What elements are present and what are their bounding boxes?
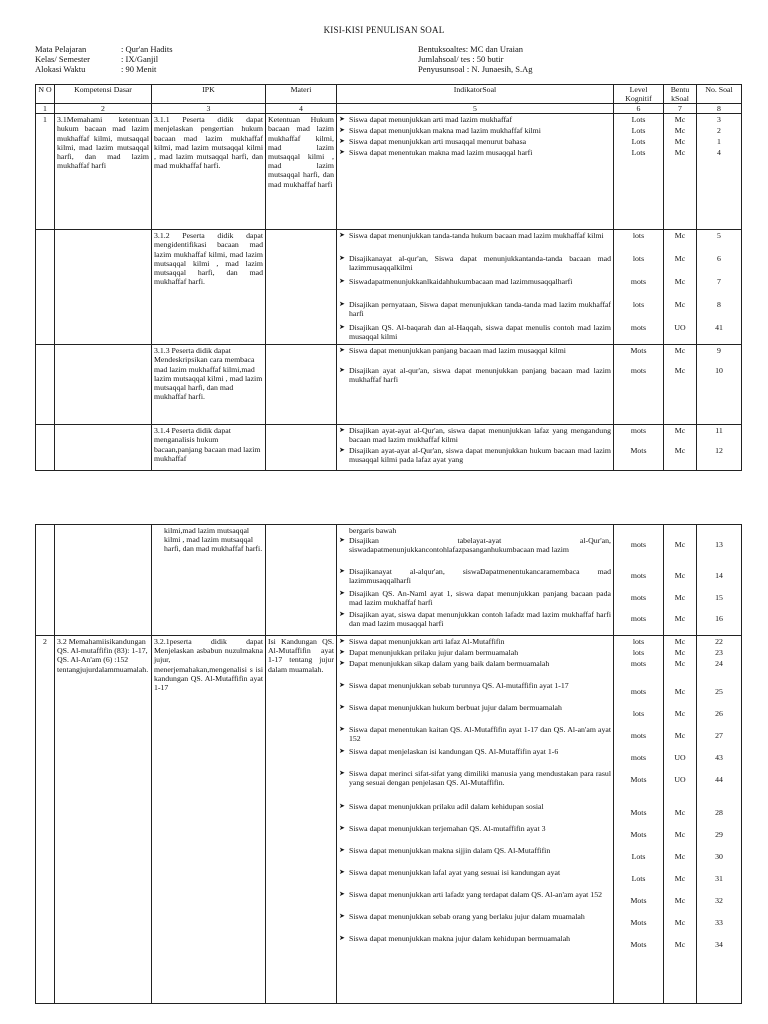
colnum: 5 [337, 104, 614, 114]
table-row [36, 525, 742, 636]
bentuk-value: Mc [674, 731, 686, 740]
level-value: mots [630, 277, 647, 287]
indikator-text: Dapat menunjukkan sikap dalam yang baik dalam bermuamalah [349, 659, 550, 668]
cell-materi [266, 345, 337, 425]
arrow-bullet-icon: ➤ [339, 648, 345, 656]
nosoal-value: 14 [715, 571, 723, 580]
ipk-text: kilmi,mad lazim mutsaqqal kilmi , mad lazim mutsaqqal harfi, dan mad mukhaffaf harfi. [164, 526, 263, 554]
arrow-bullet-icon: ➤ [339, 890, 345, 898]
document-page-2 [0, 506, 768, 1024]
table-row [36, 636, 742, 1004]
cell-no [36, 425, 55, 471]
level-value: mots [630, 571, 647, 580]
colnum: 4 [266, 104, 337, 114]
level-value: mots [630, 687, 647, 696]
cell-bentuk [664, 636, 697, 1004]
bentuk-value: Mc [674, 446, 686, 456]
arrow-bullet-icon: ➤ [339, 115, 345, 124]
arrow-bullet-icon: ➤ [339, 346, 345, 355]
bentuk-value: Mc [674, 277, 686, 287]
level-value: Mots [630, 775, 647, 784]
bentuk-value: Mc [674, 540, 686, 549]
nosoal-value: 16 [715, 614, 723, 623]
indikator-text: Siswa dapat menunjukkan makna sijjin dalam QS. Al-Mutaffifin [349, 846, 551, 855]
header-ipk: IPK [152, 85, 266, 104]
level-value: mots [630, 659, 647, 668]
nosoal-value: 23 [715, 648, 723, 657]
arrow-bullet-icon: ➤ [339, 254, 345, 263]
indikator-text: Siswa dapat menunjukkan prilaku adil dalam kehidupan sosial [349, 802, 544, 811]
level-value: lots [632, 637, 645, 646]
cell-no [36, 345, 55, 425]
indikator-text: Siswa dapat merinci sifat-sifat yang dimiliki manusia yang mendustakan para rasul yang sesuai dengan penjelasan QS. Al-Mutaffifin. [349, 769, 611, 788]
arrow-bullet-icon: ➤ [339, 148, 345, 157]
nosoal-value: 10 [715, 366, 723, 376]
nosoal-value: 22 [715, 637, 723, 646]
header-no: N O [36, 85, 55, 104]
meta-line: Jumlahsoal/ tes : 50 butir [418, 54, 504, 64]
level-value: lots [632, 648, 645, 657]
cell-materi [266, 425, 337, 471]
cell-indikator [337, 636, 614, 1004]
cell-ipk: 3.1.4 Peserta didik dapat menganalisis hukum bacaan,panjang bacaan mad lazim mukhaffaf [152, 425, 266, 471]
header-bentuk: Bentu kSoal [664, 85, 697, 104]
indikator-text: Siswa dapat menunjukkan arti lafaz Al-Mutaffifin [349, 637, 505, 646]
indikator-text: Siswa dapat menunjukkan arti musaqqal menurut bahasa [349, 137, 527, 147]
meta-value: : 90 Menit [121, 64, 157, 74]
bentuk-value: Mc [674, 426, 686, 436]
indikator-text: Disajikan tabelayat-ayat al-Qur'an, siswadapatmenunjukkancontohlafazpasanganhukumbacaan mad lazim [349, 536, 611, 555]
nosoal-value: 41 [715, 323, 723, 333]
level-value: mots [630, 614, 647, 623]
cell-indikator [337, 114, 614, 230]
arrow-bullet-icon: ➤ [339, 126, 345, 135]
cell-materi: Isi Kandungan QS. Al-Mutaffifin ayat 1-17 tentang jujur dalam muamalah. [266, 636, 337, 1004]
cell-indikator [337, 525, 614, 636]
bentuk-value: Mc [674, 137, 686, 147]
cell-materi: Ketentuan Hukum bacaan mad lazim mukhaffaf kilmi, mad lazim mutsaqqal kilmi , mad lazim mutsaqqal harfi, dan mad mukhaffaf harfi [266, 114, 337, 230]
bentuk-value: Mc [674, 148, 686, 158]
nosoal-value: 13 [715, 540, 723, 549]
arrow-bullet-icon: ➤ [339, 747, 345, 755]
arrow-bullet-icon: ➤ [339, 681, 345, 689]
colnum: 3 [152, 104, 266, 114]
level-value: Mots [630, 940, 647, 949]
nosoal-value: 7 [717, 277, 721, 287]
level-value: Mots [630, 808, 647, 817]
cell-bentuk [664, 425, 697, 471]
meta-label: Kelas/ Semester [35, 54, 90, 64]
indikator-text: Siswa dapat menentukan kaitan QS. Al-Mutaffifin ayat 1-17 dan QS. Al-an'am ayat 152 [349, 725, 611, 744]
arrow-bullet-icon: ➤ [339, 769, 345, 777]
cell-level [614, 525, 664, 636]
nosoal-value: 12 [715, 446, 723, 456]
arrow-bullet-icon: ➤ [339, 637, 345, 645]
cell-ipk: 3.2.1peserta didik dapat Menjelaskan asbabun nuzulmakna jujur, menerjemahakan,mengenalisi s isi kandungan QS. Al-Mutaffifin ayat 1-17 [152, 636, 266, 1004]
arrow-bullet-icon: ➤ [339, 703, 345, 711]
arrow-bullet-icon: ➤ [339, 567, 345, 575]
nosoal-value: 1 [717, 137, 721, 147]
table-row [36, 425, 742, 471]
nosoal-value: 43 [715, 753, 723, 762]
meta-label: Alokasi Waktu [35, 64, 86, 74]
indikator-text: Siswa dapat menunjukkan lafal ayat yang sesuai isi kandungan ayat [349, 868, 561, 877]
level-value: mots [630, 731, 647, 740]
colnum: 8 [697, 104, 742, 114]
nosoal-value: 31 [715, 874, 723, 883]
cell-nosoal [697, 425, 742, 471]
meta-right [418, 44, 533, 74]
nosoal-value: 33 [715, 918, 723, 927]
nosoal-value: 9 [717, 346, 721, 356]
nosoal-value: 11 [715, 426, 723, 436]
nosoal-value: 3 [717, 115, 721, 125]
indikator-text: Disajikan ayat, siswa dapat menunjukkan contoh lafadz mad lazim mukhaffaf harfi dan mad lazim musaqqal harfi [349, 610, 611, 629]
table-row [36, 114, 742, 230]
cell-no [36, 525, 55, 636]
arrow-bullet-icon: ➤ [339, 802, 345, 810]
bentuk-value: Mc [674, 808, 686, 817]
indikator-text: Dapat menunjukkan prilaku jujur dalam bermuamalah [349, 648, 519, 657]
nosoal-value: 32 [715, 896, 723, 905]
bentuk-value: Mc [674, 571, 686, 580]
indikator-text: Siswa dapat menunjukkan panjang bacaan mad lazim musaqqal kilmi [349, 346, 566, 356]
cell-no [36, 230, 55, 345]
indikator-text: Siswa dapat menunjukkan makna jujur dalam kehidupan bermuamalah [349, 934, 571, 943]
bentuk-value: Mc [674, 614, 686, 623]
arrow-bullet-icon: ➤ [339, 846, 345, 854]
indikator-text: Disajikanayat al-qur'an, Siswa dapat menunjukkantanda-tanda bacaan mad lazimmusaqqalkilmi [349, 254, 611, 273]
document-title: KISI-KISI PENULISAN SOAL [323, 25, 445, 35]
cell-level [614, 114, 664, 230]
level-value: mots [630, 593, 647, 602]
arrow-bullet-icon: ➤ [339, 824, 345, 832]
kisi-table-page-2 [35, 524, 742, 1004]
indikator-text: Disajikanayat al-alqur'an, siswaDapatmenentukancaramembaca mad lazimmusaqqalharfi [349, 567, 611, 586]
meta-line: Penyusunsoal : N. Junaesih, S.Ag [418, 64, 533, 74]
bentuk-value: Mc [674, 366, 686, 376]
nosoal-value: 30 [715, 852, 723, 861]
arrow-bullet-icon: ➤ [339, 446, 345, 455]
nosoal-value: 25 [715, 687, 723, 696]
nosoal-value: 4 [717, 148, 721, 158]
arrow-bullet-icon: ➤ [339, 610, 345, 618]
table-header-row [36, 85, 742, 104]
arrow-bullet-icon: ➤ [339, 366, 345, 375]
level-value: Mots [630, 346, 647, 356]
document-page-1 [0, 0, 768, 506]
level-value: lots [632, 709, 645, 718]
bentuk-value: Mc [674, 709, 686, 718]
cell-level [614, 345, 664, 425]
meta-value: : Qur'an Hadits [121, 44, 173, 54]
arrow-bullet-icon: ➤ [339, 137, 345, 146]
indikator-text: Siswa dapat menunjukkan hukum berbuat jujur dalam bermuamalah [349, 703, 562, 712]
nosoal-value: 5 [717, 231, 721, 241]
cell-no: 2 [36, 636, 55, 1004]
cell-level [614, 636, 664, 1004]
bentuk-value: Mc [674, 300, 686, 310]
nosoal-value: 29 [715, 830, 723, 839]
meta-value: : IX/Ganjil [121, 54, 159, 64]
cell-kd [55, 345, 152, 425]
cell-kd [55, 230, 152, 345]
level-value: Lots [631, 852, 646, 861]
cell-materi [266, 525, 337, 636]
indikator-text: Siswa dapat menunjukkan sebab turunnya QS. Al-mutaffifin ayat 1-17 [349, 681, 569, 690]
arrow-bullet-icon: ➤ [339, 868, 345, 876]
level-value: mots [630, 426, 647, 436]
nosoal-value: 44 [715, 775, 723, 784]
header-indikator: IndikatorSoal [337, 85, 614, 104]
cell-indikator [337, 345, 614, 425]
cell-nosoal [697, 230, 742, 345]
cell-nosoal [697, 345, 742, 425]
bentuk-value: UO [674, 753, 686, 762]
cell-materi [266, 230, 337, 345]
meta-label: Mata Pelajaran [35, 44, 87, 54]
indikator-text: Disajikan ayat-ayat al-Qur'an, siswa dapat menunjukkan lafaz yang mengandung bacaan mad lazim mukhaffaf kilmi [349, 426, 611, 445]
column-number-row [36, 104, 742, 114]
colnum: 7 [664, 104, 697, 114]
cell-nosoal [697, 636, 742, 1004]
cell-bentuk [664, 230, 697, 345]
meta-line: Bentuksoaltes: MC dan Uraian [418, 44, 524, 54]
arrow-bullet-icon: ➤ [339, 426, 345, 435]
level-value: mots [630, 366, 647, 376]
cell-ipk: 3.1.1 Peserta didik dapat menjelaskan pengertian hukum bacaan mad lazim mukhaffaf kilmi, mad lazim mutsaqqal kilmi , mad lazim mutsaqqal harfi, dan mad mukhaffaf harfi. [152, 114, 266, 230]
arrow-bullet-icon: ➤ [339, 231, 345, 240]
cell-kd: 3.1Memahami ketentuan hukum bacaan mad lazim mukhaffaf kilmi, mutsaqqal kilmi, mad lazim mutsaqqal harfi, dan mad lazim mukhaffaf harfi [55, 114, 152, 230]
nosoal-value: 26 [715, 709, 723, 718]
table-row [36, 230, 742, 345]
header-kd: Kompetensi Dasar [55, 85, 152, 104]
indikator-text: Siswa dapat menunjukkan sebab orang yang berlaku jujur dalam muamalah [349, 912, 585, 921]
level-value: Mots [630, 918, 647, 927]
bentuk-value: UO [674, 323, 686, 333]
table-row [36, 345, 742, 425]
bentuk-value: Mc [674, 940, 686, 949]
level-value: Lots [631, 148, 646, 158]
indikator-text: Disajikan QS. Al-baqarah dan al-Haqqah, siswa dapat menulis contoh mad lazim musaqqal kilmi [349, 323, 611, 342]
cell-bentuk [664, 525, 697, 636]
cell-nosoal [697, 525, 742, 636]
nosoal-value: 8 [717, 300, 721, 310]
level-value: Lots [631, 126, 646, 136]
cell-no: 1 [36, 114, 55, 230]
cell-level [614, 425, 664, 471]
cell-bentuk [664, 345, 697, 425]
cell-kd [55, 425, 152, 471]
arrow-bullet-icon: ➤ [339, 725, 345, 733]
indikator-text: Siswa dapat menjelaskan isi kandungan QS. Al-Mutaffifin ayat 1-6 [349, 747, 559, 756]
indikator-text: Siswa dapat menunjukkan arti mad lazim mukhaffaf [349, 115, 513, 125]
bentuk-value: Mc [674, 852, 686, 861]
nosoal-value: 27 [715, 731, 723, 740]
bentuk-value: Mc [674, 254, 686, 264]
arrow-bullet-icon: ➤ [339, 323, 345, 332]
arrow-bullet-icon: ➤ [339, 934, 345, 942]
arrow-bullet-icon: ➤ [339, 277, 345, 286]
bentuk-value: Mc [674, 126, 686, 136]
level-value: Mots [630, 830, 647, 839]
bentuk-value: Mc [674, 830, 686, 839]
nosoal-value: 6 [717, 254, 721, 264]
cell-indikator [337, 230, 614, 345]
level-value: Mots [630, 896, 647, 905]
cell-ipk: 3.1.2 Peserta didik dapat mengidentifikasi bacaan mad lazim mukhaffaf kilmi, mad lazim mutsaqqal kilmi , mad lazim mutsaqqal harfi, dan mad mukhaffaf harfi. [152, 230, 266, 345]
header-level: Level Kognitif [614, 85, 664, 104]
bentuk-value: Mc [674, 593, 686, 602]
bentuk-value: Mc [674, 648, 686, 657]
cell-kd: 3.2 Memahamiisikandungan QS. Al-mutaffifin (83): 1-17, QS. Al-An'am (6) :152 tentangjujurdalammuamalah. [55, 636, 152, 1004]
cell-level [614, 230, 664, 345]
indikator-text: Siswa dapat menentukan makna mad lazim musaqqal harfi [349, 148, 533, 158]
indikator-text: Disajikan pernyataan, Siswa dapat menunjukkan tanda-tanda mad lazim mukhaffaf harfi [349, 300, 611, 319]
header-nosoal: No. Soal [697, 85, 742, 104]
bentuk-value: Mc [674, 346, 686, 356]
cell-indikator [337, 425, 614, 471]
bentuk-value: Mc [674, 637, 686, 646]
indikator-text: Siswadapatmenunjukkanlkaidahhukumbacaan mad lazimmusaqqalharfi [349, 277, 573, 287]
level-value: lots [632, 231, 645, 241]
indikator-text: Siswa dapat menunjukkan terjemahan QS. Al-mutaffifin ayat 3 [349, 824, 546, 833]
bentuk-value: UO [674, 775, 686, 784]
level-value: lots [632, 300, 645, 310]
arrow-bullet-icon: ➤ [339, 536, 345, 544]
cell-nosoal [697, 114, 742, 230]
bentuk-value: Mc [674, 231, 686, 241]
level-value: Lots [631, 874, 646, 883]
cell-ipk: 3.1.3 Peserta didik dapat Mendeskripsikan cara membaca mad lazim mukhaffaf kilmi,mad lazim mutsaqqal kilmi , mad lazim mutsaqqal harfi, dan mad mukhaffaf harfi. [152, 345, 266, 425]
bentuk-value: Mc [674, 874, 686, 883]
colnum: 1 [36, 104, 55, 114]
level-value: Lots [631, 137, 646, 147]
bentuk-value: Mc [674, 659, 686, 668]
indikator-text: Disajikan ayat al-qur'an, siswa dapat menunjukkan panjang bacaan mad lazim mukhaffaf harfi [349, 366, 611, 385]
indikator-text: Siswa dapat menunjukkan makna mad lazim mukhaffaf kilmi [349, 126, 541, 136]
bentuk-value: Mc [674, 896, 686, 905]
indikator-text: Siswa dapat menunjukkan tanda-tanda hukum bacaan mad lazim mukhaffaf kilmi [349, 231, 604, 241]
level-value: Mots [630, 446, 647, 456]
indikator-continuation: bergaris bawah [349, 526, 397, 535]
level-value: mots [630, 323, 647, 333]
arrow-bullet-icon: ➤ [339, 659, 345, 667]
header-materi: Materi [266, 85, 337, 104]
nosoal-value: 2 [717, 126, 721, 136]
kisi-table-page-1 [35, 84, 742, 471]
level-value: mots [630, 540, 647, 549]
nosoal-value: 24 [715, 659, 723, 668]
colnum: 6 [614, 104, 664, 114]
bentuk-value: Mc [674, 687, 686, 696]
cell-bentuk [664, 114, 697, 230]
bentuk-value: Mc [674, 115, 686, 125]
arrow-bullet-icon: ➤ [339, 912, 345, 920]
arrow-bullet-icon: ➤ [339, 300, 345, 309]
indikator-text: Disajikan ayat-ayat al-Qur'an, siswa dapat menunjukkan hukum bacaan mad lazim musaqqal kilmi pada lafaz ayat yang [349, 446, 611, 465]
level-value: Lots [631, 115, 646, 125]
nosoal-value: 15 [715, 593, 723, 602]
nosoal-value: 34 [715, 940, 723, 949]
level-value: lots [632, 254, 645, 264]
colnum: 2 [55, 104, 152, 114]
indikator-text: Siswa dapat menunjukkan arti lafadz yang terdapat dalam QS. Al-an'am ayat 152 [349, 890, 602, 899]
arrow-bullet-icon: ➤ [339, 589, 345, 597]
cell-ipk [152, 525, 266, 636]
cell-kd [55, 525, 152, 636]
meta-left [35, 44, 173, 74]
bentuk-value: Mc [674, 918, 686, 927]
indikator-text: Disajikan QS. An-Naml ayat 1, siswa dapat menunjukkan panjang bacaan pada mad lazim mukhaffaf harfi [349, 589, 611, 608]
level-value: mots [630, 753, 647, 762]
nosoal-value: 28 [715, 808, 723, 817]
